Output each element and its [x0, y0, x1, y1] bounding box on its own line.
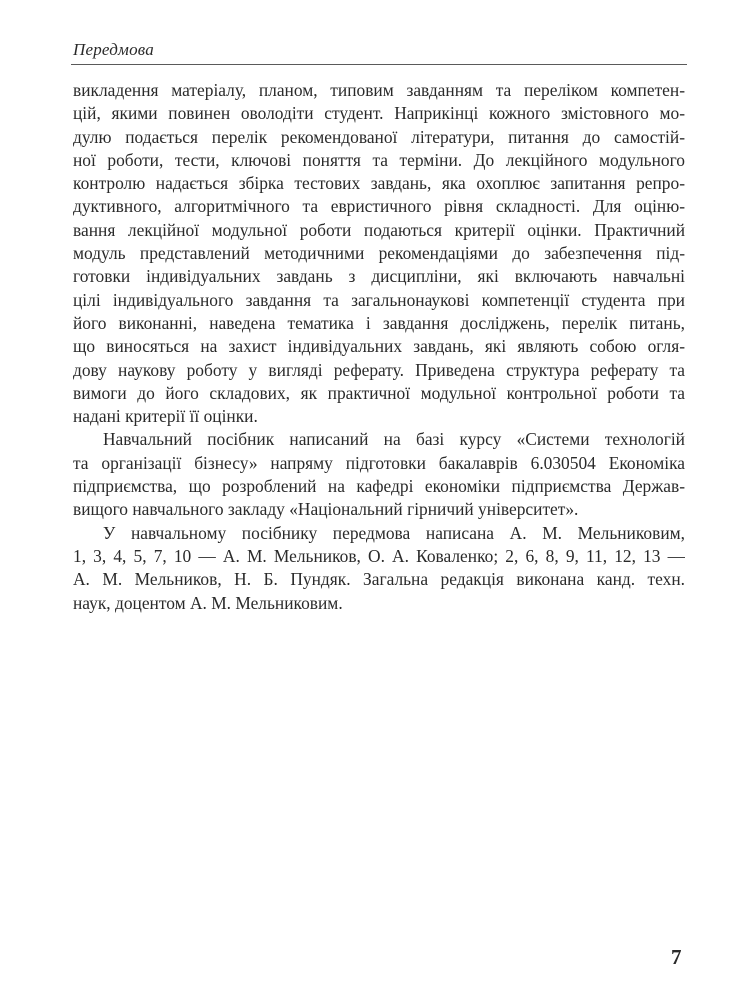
text-line: Навчальний посібник написаний на базі курсу «Системи технологій: [103, 429, 685, 450]
paragraph-3: [73, 522, 685, 615]
paragraph-2: [73, 428, 685, 521]
text-line: його виконанні, наведена тематика і завдання досліджень, перелік питань,: [73, 312, 685, 333]
paragraph-1: [73, 79, 685, 428]
text-line: А. М. Мельников, Н. Б. Пундяк. Загальна редакція виконана канд. техн.: [73, 569, 685, 590]
text-line: надані критерії її оцінки.: [73, 406, 258, 427]
text-line: та організації бізнесу» напряму підготовки бакалаврів 6.030504 Економіка: [73, 452, 685, 473]
text-line: У навчальному посібнику передмова написана А. М. Мельниковим,: [103, 522, 685, 543]
text-line: цілі індивідуального завдання та загальнонаукові компетенції студента при: [73, 289, 685, 310]
text-line: наук, доцентом А. М. Мельниковим.: [73, 592, 343, 613]
text-line: підприємства, що розроблений на кафедрі економіки підприємства Держав-: [73, 476, 685, 497]
text-line: контролю надається збірка тестових завдань, яка охоплює запитання репро-: [73, 173, 685, 194]
text-line: 1, 3, 4, 5, 7, 10 — А. М. Мельников, О. А. Коваленко; 2, 6, 8, 9, 11, 12, 13 —: [73, 545, 685, 566]
text-line: ної роботи, тести, ключові поняття та терміни. До лекційного модульного: [73, 149, 685, 170]
text-line: цій, якими повинен оволодіти студент. Наприкінці кожного змістовного мо-: [73, 103, 685, 124]
body-text: [73, 79, 685, 615]
text-line: вимоги до його складових, як практичної модульної контрольної роботи та: [73, 382, 685, 403]
text-line: дуктивного, алгоритмічного та евристичного рівня складності. Для оціню-: [73, 196, 685, 217]
text-line: готовки індивідуальних завдань з дисципліни, які включають навчальні: [73, 266, 685, 287]
text-line: дову наукову роботу у вигляді реферату. Приведена структура реферату та: [73, 359, 685, 380]
page-number: 7: [671, 945, 682, 969]
text-line: викладення матеріалу, планом, типовим завданням та переліком компетен-: [73, 80, 685, 100]
header-divider: [71, 64, 687, 65]
text-line: модуль представлений методичними рекомендаціями до забезпечення під-: [73, 243, 685, 264]
running-header-title: Передмова: [73, 40, 154, 59]
text-line: дулю подається перелік рекомендованої літератури, питання до самостій-: [73, 126, 685, 147]
text-line: вищого навчального закладу «Національний гірничий університет».: [73, 499, 579, 520]
text-line: що виносяться на захист індивідуальних завдань, які являють собою огля-: [73, 336, 685, 357]
text-line: вання лекційної модульної роботи подаються критерії оцінки. Практичний: [73, 219, 685, 240]
